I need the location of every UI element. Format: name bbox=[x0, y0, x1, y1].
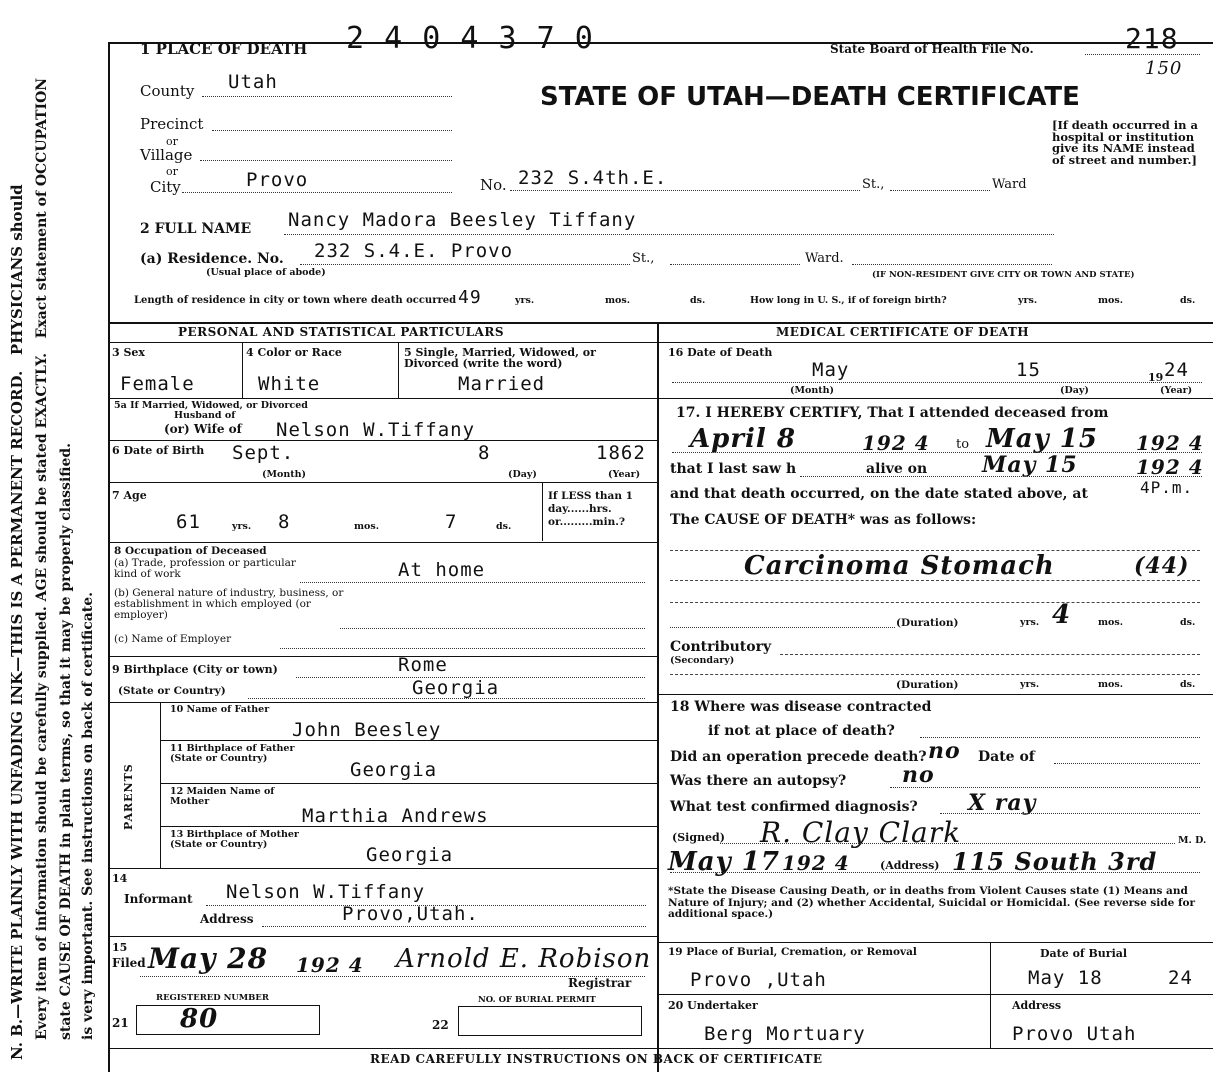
dod-day-cap: (Day) bbox=[1060, 385, 1089, 396]
registered-number-label: REGISTERED NUMBER bbox=[156, 993, 269, 1003]
registrar-label: Registrar bbox=[568, 976, 632, 990]
age-months: 8 bbox=[278, 511, 291, 533]
physician-address-label: (Address) bbox=[880, 859, 940, 872]
operation-label: Did an operation precede death? bbox=[670, 749, 927, 765]
margin-line-1: N. B.—WRITE PLAINLY WITH UNFADING INK—THIS IS A PERMANENT RECORD. bbox=[8, 370, 26, 1060]
full-name-value: Nancy Madora Beesley Tiffany bbox=[288, 209, 637, 231]
file-no-label: State Board of Health File No. bbox=[830, 42, 1034, 56]
marital-value: Married bbox=[458, 373, 546, 395]
age-yrs: yrs. bbox=[232, 521, 252, 532]
alive-date: May 15 bbox=[982, 452, 1078, 478]
margin-instruction-3 bbox=[58, 443, 74, 1040]
sex-divider bbox=[242, 343, 243, 398]
duration-mos-1: mos. bbox=[1098, 617, 1124, 628]
mother-value: Marthia Andrews bbox=[302, 805, 489, 827]
street-line bbox=[510, 190, 860, 191]
residence-line bbox=[300, 264, 630, 265]
duration-line-1 bbox=[670, 627, 895, 628]
footer-line bbox=[108, 1048, 1213, 1049]
age-days: 7 bbox=[445, 511, 458, 533]
certificate-number: 2 4 0 4 3 7 0 bbox=[346, 21, 594, 56]
row-rule-10 bbox=[108, 868, 657, 869]
certificate-title: STATE OF UTAH—DEATH CERTIFICATE bbox=[540, 82, 1080, 112]
occupation-b-line bbox=[340, 628, 645, 629]
row-rule-11 bbox=[108, 936, 657, 937]
row-rule-9 bbox=[160, 826, 657, 827]
alive-on-label: alive on bbox=[866, 461, 928, 477]
age-divider bbox=[542, 483, 543, 541]
village-line bbox=[200, 160, 452, 161]
file-no: 218 bbox=[1125, 22, 1179, 55]
birthplace-label: 9 Birthplace (City or town) bbox=[112, 663, 278, 676]
father-value: John Beesley bbox=[292, 719, 442, 741]
informant-address-line bbox=[262, 926, 646, 927]
attended-line bbox=[672, 452, 1202, 453]
center-divider bbox=[657, 322, 659, 1072]
residence-ward-line-2 bbox=[852, 264, 1052, 265]
alive-year: 192 4 bbox=[1136, 455, 1204, 479]
occupation-c-line bbox=[280, 648, 645, 649]
city-value: Provo bbox=[246, 169, 309, 191]
sex-label: 3 Sex bbox=[112, 346, 145, 359]
row-rule-6 bbox=[108, 702, 657, 703]
attended-to-label: to bbox=[956, 437, 970, 452]
attended-to-date: May 15 bbox=[986, 424, 1098, 454]
dob-label: 6 Date of Birth bbox=[112, 444, 205, 457]
md-label: M. D. bbox=[1178, 835, 1207, 846]
cause-line-3 bbox=[670, 602, 1200, 603]
duration-years: 4 bbox=[1052, 600, 1072, 630]
autopsy-label: Was there an autopsy? bbox=[670, 773, 847, 789]
occupation-c-label: (c) Name of Employer bbox=[114, 633, 232, 645]
mother-birthplace-label: 13 Birthplace of Mother (State or Country) bbox=[170, 829, 299, 850]
full-name-label: 2 FULL NAME bbox=[140, 221, 252, 237]
personal-header: PERSONAL AND STATISTICAL PARTICULARS bbox=[178, 325, 505, 339]
burial-label: 19 Place of Burial, Cremation, or Removal bbox=[668, 946, 917, 958]
informant-label: Informant bbox=[124, 892, 193, 906]
ward-label: Ward bbox=[992, 177, 1027, 192]
contributory-line-1 bbox=[780, 654, 1200, 655]
row-rule-3 bbox=[108, 482, 657, 483]
operation-value: no bbox=[928, 738, 961, 764]
row-rule-8 bbox=[160, 783, 657, 784]
margin-line-4: is very important. See instructions on back of certificate. bbox=[80, 591, 96, 1040]
registrar-signature: Arnold E. Robison bbox=[396, 944, 652, 974]
duration-label-1: (Duration) bbox=[896, 617, 959, 629]
margin-line-1b: PHYSICIANS should bbox=[8, 184, 26, 356]
row-rule-5 bbox=[108, 656, 657, 657]
color-divider bbox=[398, 343, 399, 398]
margin-instruction-4 bbox=[80, 592, 96, 1040]
physician-signature: R. Clay Clark bbox=[760, 816, 962, 849]
filed-year: 192 4 bbox=[296, 953, 364, 977]
hospital-note: [If death occurred in a hospital or institution give its NAME instead of street and number.] bbox=[1052, 118, 1198, 167]
burial-permit-box bbox=[458, 1006, 642, 1036]
birthplace-state: Georgia bbox=[412, 677, 500, 699]
dod-day: 15 bbox=[1016, 359, 1041, 381]
row-rule-7 bbox=[160, 740, 657, 741]
operation-line bbox=[1054, 763, 1200, 764]
q18b-label: if not at place of death? bbox=[708, 723, 895, 739]
attended-from-year: 192 4 bbox=[862, 431, 930, 455]
street-value: 232 S.4th.E. bbox=[518, 167, 668, 189]
cause-code: (44) bbox=[1134, 553, 1190, 579]
birthplace-state-label: (State or Country) bbox=[118, 685, 226, 697]
test-line bbox=[940, 813, 1200, 814]
village-label: Village bbox=[140, 146, 193, 164]
sex-value: Female bbox=[120, 373, 195, 395]
left-border bbox=[108, 42, 110, 1072]
father-birthplace-label: 11 Birthplace of Father (State or Country) bbox=[170, 743, 295, 764]
residence-value: 232 S.4.E. Provo bbox=[314, 240, 514, 262]
filed-num: 15 bbox=[112, 941, 128, 954]
duration-yrs-2: yrs. bbox=[1020, 679, 1040, 690]
spouse-label-3: (or) Wife of bbox=[164, 422, 242, 436]
occupation-line bbox=[300, 582, 645, 583]
informant-num: 14 bbox=[112, 872, 128, 885]
margin-instruction-1 bbox=[8, 184, 26, 1060]
death-time: 4P.m. bbox=[1140, 478, 1194, 497]
undertaker-address-label: Address bbox=[1012, 999, 1062, 1012]
burial-divider bbox=[990, 943, 991, 1048]
occupation-label: 8 Occupation of Deceased bbox=[114, 545, 267, 557]
father-birthplace-value: Georgia bbox=[350, 759, 438, 781]
section-divider bbox=[108, 322, 1213, 324]
contributory-line-2 bbox=[670, 674, 1200, 675]
contributory-label: Contributory bbox=[670, 639, 772, 655]
row-rule-4 bbox=[108, 542, 657, 543]
undertaker-label: 20 Undertaker bbox=[668, 999, 758, 1012]
spouse-label-1: 5a If Married, Widowed, or Divorced bbox=[114, 400, 308, 411]
informant-address-value: Provo,Utah. bbox=[342, 903, 479, 925]
color-value: White bbox=[258, 373, 321, 395]
dod-year: 24 bbox=[1164, 359, 1189, 381]
age-mos: mos. bbox=[354, 521, 380, 532]
city-line bbox=[182, 192, 452, 193]
or-1: or bbox=[166, 135, 178, 148]
age-label: 7 Age bbox=[112, 489, 147, 502]
medical-header: MEDICAL CERTIFICATE OF DEATH bbox=[776, 325, 1030, 339]
medical-header-rule bbox=[657, 342, 1213, 343]
date-of-label: Date of bbox=[978, 749, 1035, 765]
residence-label: (a) Residence. No. bbox=[140, 251, 284, 267]
spouse-label-2: Husband of bbox=[174, 410, 236, 421]
residence-ward-label: Ward. bbox=[805, 251, 844, 266]
attended-to-year: 192 4 bbox=[1136, 431, 1204, 455]
us-yrs: yrs. bbox=[1018, 295, 1038, 306]
undertaker-address: Provo Utah bbox=[1012, 1023, 1137, 1045]
duration-yrs-1: yrs. bbox=[1020, 617, 1040, 628]
father-label: 10 Name of Father bbox=[170, 704, 270, 715]
registered-number-value: 80 bbox=[180, 1004, 219, 1034]
med-rule-4 bbox=[657, 994, 1213, 995]
informant-value: Nelson W.Tiffany bbox=[226, 881, 426, 903]
signed-date: May 17 bbox=[668, 847, 780, 877]
or-2: or bbox=[166, 165, 178, 178]
autopsy-line bbox=[890, 787, 1200, 788]
personal-header-rule bbox=[108, 342, 657, 343]
burial-permit-label: NO. OF BURIAL PERMIT bbox=[478, 995, 596, 1005]
length-mos: mos. bbox=[605, 295, 631, 306]
row-rule-2 bbox=[108, 440, 657, 441]
nonresident-note: (IF NON-RESIDENT GIVE CITY OR TOWN AND STATE) bbox=[872, 270, 1135, 280]
dob-month-cap: (Month) bbox=[262, 469, 307, 480]
file-no-extra: 150 bbox=[1145, 58, 1183, 79]
burial-place: Provo ,Utah bbox=[690, 969, 827, 991]
signed-line bbox=[720, 843, 1175, 844]
occupation-value: At home bbox=[398, 559, 486, 581]
footnote: *State the Disease Causing Death, or in deaths from Violent Causes state (1) Means and Nature of Injury; and (2) whether Accidental, Suicidal or Homicidal. (See reverse side for additional space.) bbox=[668, 885, 1196, 920]
parents-label: PARENTS bbox=[122, 763, 135, 830]
dob-year: 1862 bbox=[596, 442, 646, 464]
mother-label: 12 Maiden Name of Mother bbox=[170, 786, 275, 807]
burial-date-label: Date of Burial bbox=[1040, 947, 1128, 960]
less-than-label: If LESS than 1 day......hrs. or.........min.? bbox=[548, 490, 633, 528]
duration-mos-2: mos. bbox=[1098, 679, 1124, 690]
row-rule-1 bbox=[108, 398, 657, 399]
occurred-text: and that death occurred, on the date stated above, at bbox=[670, 486, 1088, 502]
st-label: St., bbox=[862, 177, 885, 192]
test-value: X ray bbox=[968, 790, 1037, 816]
county-line bbox=[202, 96, 452, 97]
place-of-death-label: 1 PLACE OF DEATH bbox=[140, 40, 308, 58]
dod-year-cap: (Year) bbox=[1160, 385, 1193, 396]
med-rule-3 bbox=[657, 942, 1213, 943]
residence-st-label: St., bbox=[632, 251, 655, 266]
dob-year-cap: (Year) bbox=[608, 469, 641, 480]
length-yrs: yrs. bbox=[515, 295, 535, 306]
street-no-label: No. bbox=[480, 176, 507, 194]
age-years: 61 bbox=[176, 511, 201, 533]
filed-date: May 28 bbox=[148, 942, 269, 975]
registered-number-field: 21 bbox=[112, 1016, 129, 1030]
burial-date: May 18 bbox=[1028, 967, 1103, 989]
attended-from-date: April 8 bbox=[690, 424, 796, 454]
burial-permit-field: 22 bbox=[432, 1018, 449, 1032]
residence-ward-line bbox=[670, 264, 800, 265]
dod-month-cap: (Month) bbox=[790, 385, 835, 396]
us-ds: ds. bbox=[1180, 295, 1196, 306]
filed-label: Filed bbox=[112, 956, 146, 970]
spouse-value: Nelson W.Tiffany bbox=[276, 419, 476, 441]
duration-ds-1: ds. bbox=[1180, 617, 1196, 628]
occupation-a-label: (a) Trade, profession or particular kind of work bbox=[114, 557, 296, 580]
duration-ds-2: ds. bbox=[1180, 679, 1196, 690]
ward-line bbox=[890, 190, 990, 191]
margin-line-2b: Exact statement of OCCUPATION bbox=[34, 77, 50, 339]
dod-month: May bbox=[812, 359, 850, 381]
signed-label: (Signed) bbox=[672, 831, 725, 844]
dod-line bbox=[672, 382, 1202, 383]
cause-line-2 bbox=[670, 580, 1200, 581]
city-label: City bbox=[150, 178, 181, 196]
cause-value: Carcinoma Stomach bbox=[744, 551, 1055, 581]
county-value: Utah bbox=[228, 71, 278, 93]
dod-label: 16 Date of Death bbox=[668, 346, 773, 359]
birthplace-city: Rome bbox=[398, 654, 448, 676]
alive-line bbox=[800, 476, 1202, 477]
us-label: How long in U. S., if of foreign birth? bbox=[750, 295, 947, 306]
us-mos: mos. bbox=[1098, 295, 1124, 306]
physician-address: 115 South 3rd bbox=[952, 847, 1158, 876]
margin-line-2: Every item of information should be carefully supplied. AGE should be stated EXACTLY. bbox=[34, 353, 50, 1040]
dob-month: Sept. bbox=[232, 442, 295, 464]
last-saw-label: that I last saw h bbox=[670, 461, 797, 477]
cause-label: The CAUSE OF DEATH* was as follows: bbox=[670, 512, 977, 528]
full-name-line bbox=[284, 234, 1054, 235]
parents-divider bbox=[160, 702, 161, 868]
dob-day: 8 bbox=[478, 442, 491, 464]
marital-label: 5 Single, Married, Widowed, or Divorced (write the word) bbox=[404, 346, 596, 370]
q18-label: 18 Where was disease contracted bbox=[670, 699, 932, 715]
precinct-line bbox=[212, 130, 452, 131]
mother-birthplace-value: Georgia bbox=[366, 844, 454, 866]
precinct-label: Precinct bbox=[140, 115, 204, 133]
county-label: County bbox=[140, 82, 195, 100]
length-ds: ds. bbox=[690, 295, 706, 306]
footer-instructions: READ CAREFULLY INSTRUCTIONS ON BACK OF CERTIFICATE bbox=[370, 1052, 823, 1066]
margin-instruction-2 bbox=[34, 78, 50, 1040]
abode-note: (Usual place of abode) bbox=[206, 267, 326, 278]
burial-year: 24 bbox=[1168, 967, 1193, 989]
registered-number-box bbox=[136, 1005, 320, 1035]
signed-year: 192 4 bbox=[782, 851, 850, 875]
color-label: 4 Color or Race bbox=[246, 346, 342, 359]
certify-text: 17. I HEREBY CERTIFY, That I attended deceased from bbox=[676, 405, 1109, 421]
informant-address-label: Address bbox=[200, 912, 254, 926]
occupation-b-label: (b) General nature of industry, business, or establishment in which employed (or employer) bbox=[114, 587, 344, 621]
duration-label-2: (Duration) bbox=[896, 679, 959, 691]
med-rule-1 bbox=[657, 398, 1213, 399]
undertaker-value: Berg Mortuary bbox=[704, 1023, 866, 1045]
length-years-value: 49 bbox=[458, 287, 482, 308]
autopsy-value: no bbox=[902, 762, 935, 788]
physician-address-line bbox=[670, 872, 1200, 873]
age-ds: ds. bbox=[496, 521, 512, 532]
test-label: What test confirmed diagnosis? bbox=[670, 799, 918, 815]
dob-day-cap: (Day) bbox=[508, 469, 537, 480]
dod-year-prefix: 19 bbox=[1148, 371, 1164, 384]
q18-line bbox=[920, 737, 1200, 738]
margin-line-3: state CAUSE OF DEATH in plain terms, so that it may be properly classified. bbox=[58, 442, 74, 1040]
med-rule-2 bbox=[657, 694, 1213, 695]
secondary-label: (Secondary) bbox=[670, 655, 735, 666]
length-residence-label: Length of residence in city or town where death occurred bbox=[134, 295, 457, 306]
